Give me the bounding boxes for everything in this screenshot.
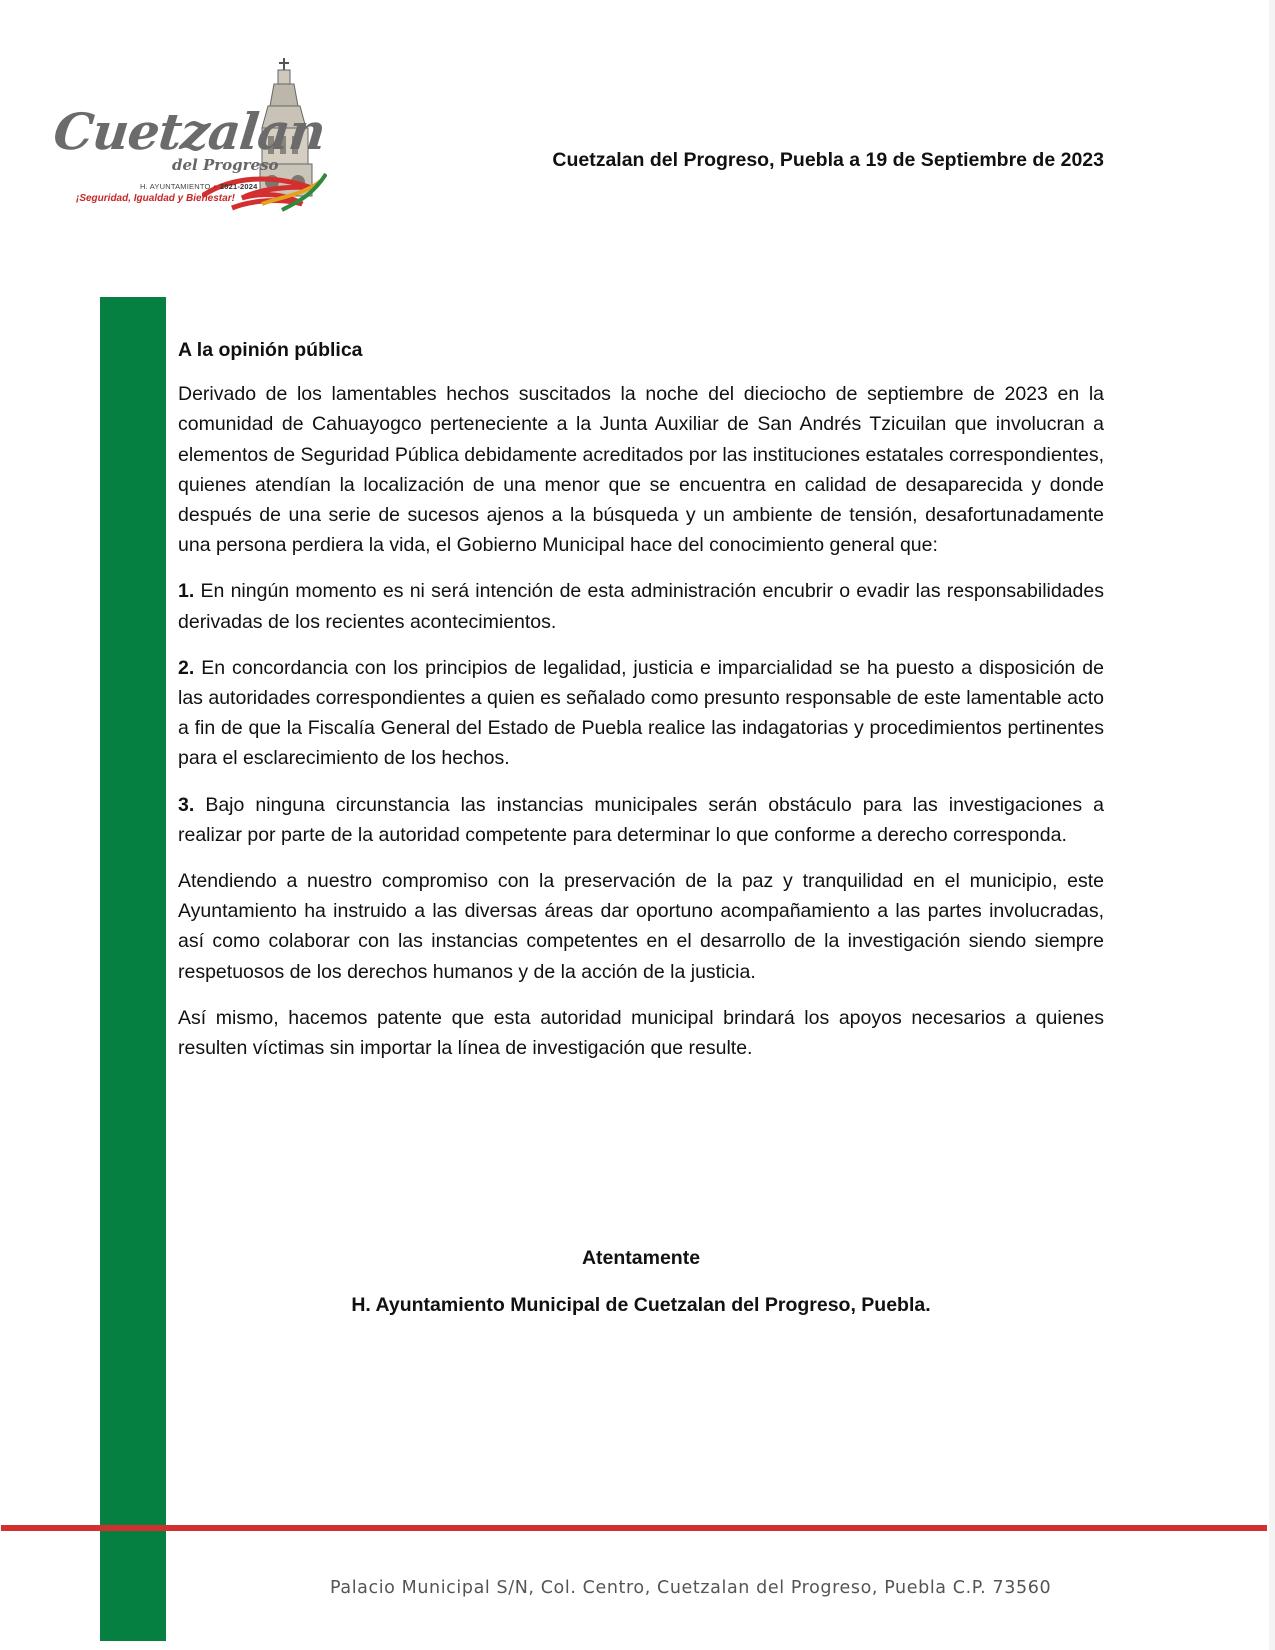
- point-number: 1.: [178, 580, 195, 603]
- date-line: Cuetzalan del Progreso, Puebla a 19 de Septiembre de 2023: [552, 149, 1104, 171]
- point-number: 2.: [178, 656, 195, 679]
- salutation: A la opinión pública: [178, 339, 363, 361]
- page-edge: [1269, 0, 1275, 1650]
- letter-body: [178, 335, 1104, 1079]
- point-text: Bajo ninguna circunstancia las instancias municipales serán obstáculo para las investigaciones a realizar por parte de la autoridad competente para determinar lo que conforme a derecho corresponda.: [178, 793, 1104, 846]
- intro-paragraph: Derivado de los lamentables hechos suscitados la noche del dieciocho de septiembre de 2023 en la comunidad de Cahuayogco perteneciente a la Junta Auxiliar de San Andrés Tzicuilan que involucran a elementos de Seguridad Pública debidamente acreditados por las instituciones estatales correspondientes, quienes atendían la localización de una menor que se encuentra en calidad de desaparecida y donde después de una serie de sucesos ajenos a la búsqueda y un ambiente de tensión, desafortunadamente una persona perdiera la vida, el Gobierno Municipal hace del conocimiento general que:: [178, 383, 1104, 557]
- point-2: [178, 653, 1104, 774]
- point-number: 3.: [178, 793, 195, 816]
- logo-ayuntamiento: [140, 182, 258, 191]
- point-text: En concordancia con los principios de legalidad, justicia e imparcialidad se ha puesto a disposición de las autoridades correspondientes a quien es señalado como presunto responsable de este lamentable acto a fin de que la Fiscalía General del Estado de Puebla realice las indagatorias y procedimientos pertinentes para el esclarecimiento de los hechos.: [178, 656, 1105, 770]
- point-1: [178, 576, 1104, 636]
- signatory: H. Ayuntamiento Municipal de Cuetzalan del Progreso, Puebla.: [351, 1294, 931, 1316]
- logo-bullet: ●: [212, 182, 220, 191]
- municipal-logo: [52, 56, 327, 224]
- logo-wordmark: Cuetzalan: [50, 102, 328, 161]
- point-text: En ningún momento es ni será intención de esta administración encubrir o evadir las responsabilidades derivadas de los recientes acontecimientos.: [178, 580, 1104, 633]
- support-paragraph: Así mismo, hacemos patente que esta autoridad municipal brindará los apoyos necesarios a quienes resulten víctimas sin importar la línea de investigación que resulte.: [178, 1006, 1104, 1060]
- point-3: [178, 790, 1104, 850]
- green-side-bar: [100, 297, 166, 1641]
- logo-slogan: ¡Seguridad, Igualdad y Bienestar!: [76, 193, 235, 204]
- commitment-paragraph: Atendiendo a nuestro compromiso con la preservación de la paz y tranquilidad en el municipio, este Ayuntamiento ha instruido a las diversas áreas dar oportuno acompañamiento a las partes involucradas, así como colaborar con las instancias competentes en el desarrollo de la investigación siendo siempre respetuosos de los derechos humanos y de la acción de la justicia.: [178, 870, 1104, 983]
- footer-address: Palacio Municipal S/N, Col. Centro, Cuetzalan del Progreso, Puebla C.P. 73560: [330, 1578, 1052, 1598]
- logo-subtitle: del Progreso: [172, 156, 279, 174]
- logo-period: 2021-2024: [219, 182, 258, 191]
- red-footer-rule: [1, 1525, 1267, 1531]
- valediction: Atentamente: [581, 1247, 701, 1269]
- logo-ayuntamiento-label: H. AYUNTAMIENTO: [140, 182, 211, 191]
